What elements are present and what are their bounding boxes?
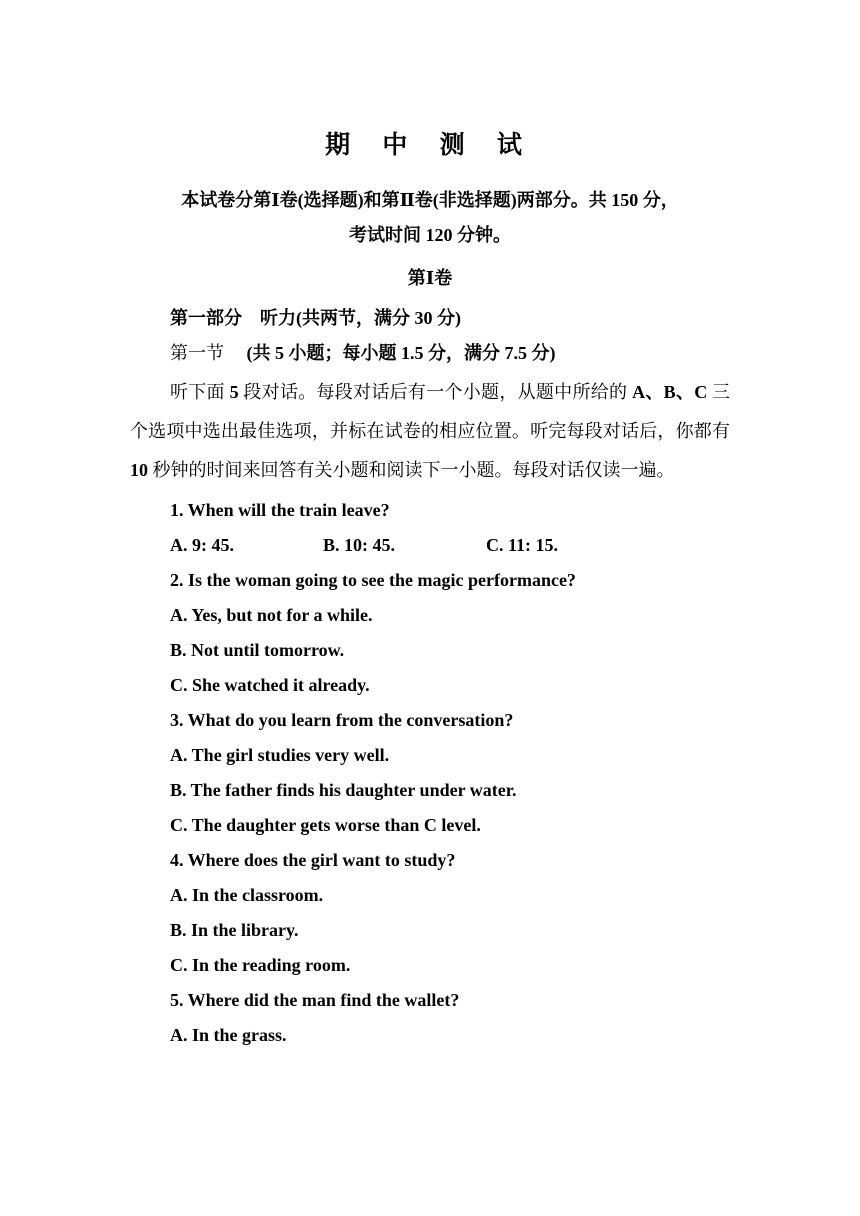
directions-number: A、B、C bbox=[632, 382, 708, 402]
option-row bbox=[170, 528, 730, 563]
intro-line-2: 考试时间 120 分钟。 bbox=[349, 225, 511, 245]
answer-option: A. In the grass. bbox=[170, 1025, 287, 1045]
answer-option: C. In the reading room. bbox=[170, 955, 351, 975]
answer-option: A. The girl studies very well. bbox=[170, 745, 390, 765]
question-list bbox=[130, 493, 730, 1053]
answer-option: B. Not until tomorrow. bbox=[170, 640, 345, 660]
directions-number: 5 bbox=[229, 382, 239, 402]
answer-option: B. In the library. bbox=[170, 920, 299, 940]
directions-text: 秒钟的时间来回答有关小题和阅读下一小题。每段对话仅读一遍。 bbox=[148, 460, 675, 480]
answer-option: C. The daughter gets worse than C level. bbox=[170, 815, 481, 835]
question-stem: 3. What do you learn from the conversation? bbox=[170, 710, 514, 730]
subsection-label: 第一节 bbox=[170, 343, 224, 363]
question-stem: 5. Where did the man find the wallet? bbox=[170, 990, 460, 1010]
exam-intro bbox=[130, 183, 730, 253]
page-title: 期 中 测 试 bbox=[325, 132, 535, 159]
answer-option: A. Yes, but not for a while. bbox=[170, 605, 373, 625]
answer-option: A. 9: 45. bbox=[170, 535, 234, 555]
listening-directions bbox=[130, 373, 730, 490]
subsection-detail: (共 5 小题；每小题 1.5 分，满分 7.5 分) bbox=[246, 343, 556, 363]
part-heading: 第一部分 听力(共两节，满分 30 分) bbox=[170, 308, 461, 328]
subsection-heading bbox=[130, 336, 730, 371]
directions-number: 10 bbox=[130, 460, 148, 480]
directions-text: 听下面 bbox=[170, 382, 230, 402]
answer-option: A. In the classroom. bbox=[170, 885, 324, 905]
question-stem: 2. Is the woman going to see the magic performance? bbox=[170, 570, 576, 590]
intro-line-1: 本试卷分第Ⅰ卷(选择题)和第Ⅱ卷(非选择题)两部分。共 150 分， bbox=[181, 190, 679, 210]
answer-option: B. 10: 45. bbox=[323, 535, 395, 555]
answer-option: C. She watched it already. bbox=[170, 675, 370, 695]
question-stem: 4. Where does the girl want to study? bbox=[170, 850, 456, 870]
exam-content bbox=[130, 301, 730, 1053]
directions-text: 段对话。每段对话后有一个小题，从题中所给的 bbox=[238, 382, 633, 402]
question-stem: 1. When will the train leave? bbox=[170, 500, 390, 520]
directions-text: 三个选项中选出最佳选项，并标在试卷的相应位置。听完每段对话后，你都有 bbox=[130, 382, 731, 441]
section-heading: 第Ⅰ卷 bbox=[407, 268, 453, 288]
answer-option: C. 11: 15. bbox=[486, 535, 558, 555]
answer-option: B. The father finds his daughter under water. bbox=[170, 780, 517, 800]
